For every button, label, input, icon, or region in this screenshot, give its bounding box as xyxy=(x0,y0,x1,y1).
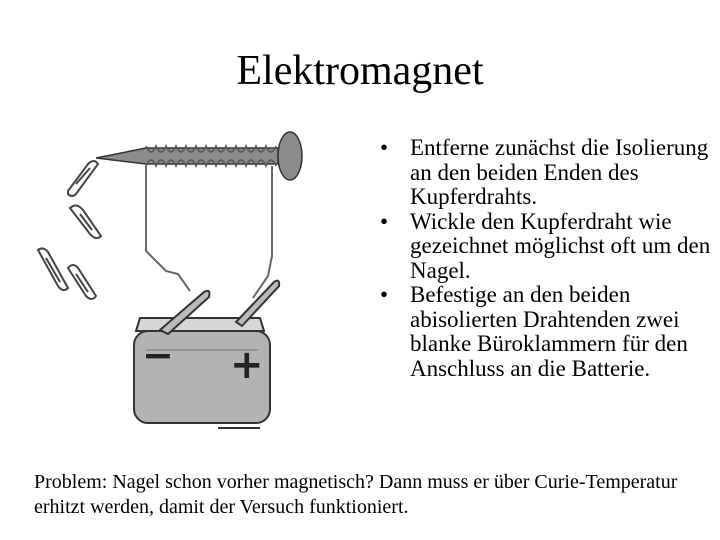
instruction-list xyxy=(380,136,715,381)
problem-note: Problem: Nagel schon vorher magnetisch? Dann muss er über Curie-Temperatur erhitzt werden, damit der Versuch funktioniert. xyxy=(34,471,678,518)
paper-clip xyxy=(70,206,101,239)
copper-wires xyxy=(146,166,272,298)
paper-clip xyxy=(38,248,68,290)
instruction-item: • Wickle den Kupferdraht wie gezeichnet möglichst oft um den Nagel. xyxy=(380,210,715,284)
instruction-item: • Befestige an den beiden abisolierten Drahtenden zwei blanke Büroklammern für den Anschluss an die Batterie. xyxy=(380,283,715,381)
plus-sign: + xyxy=(230,342,264,388)
electromagnet-illustration xyxy=(28,126,338,436)
minus-sign: − xyxy=(142,333,174,377)
paper-clip xyxy=(68,161,98,196)
instruction-item: • Entferne zunächst die Isolierung an den beiden Enden des Kupferdrahts. xyxy=(380,136,715,210)
paper-clip xyxy=(68,265,96,299)
paper-clips xyxy=(38,161,101,299)
slide-title: Elektromagnet xyxy=(236,48,484,94)
